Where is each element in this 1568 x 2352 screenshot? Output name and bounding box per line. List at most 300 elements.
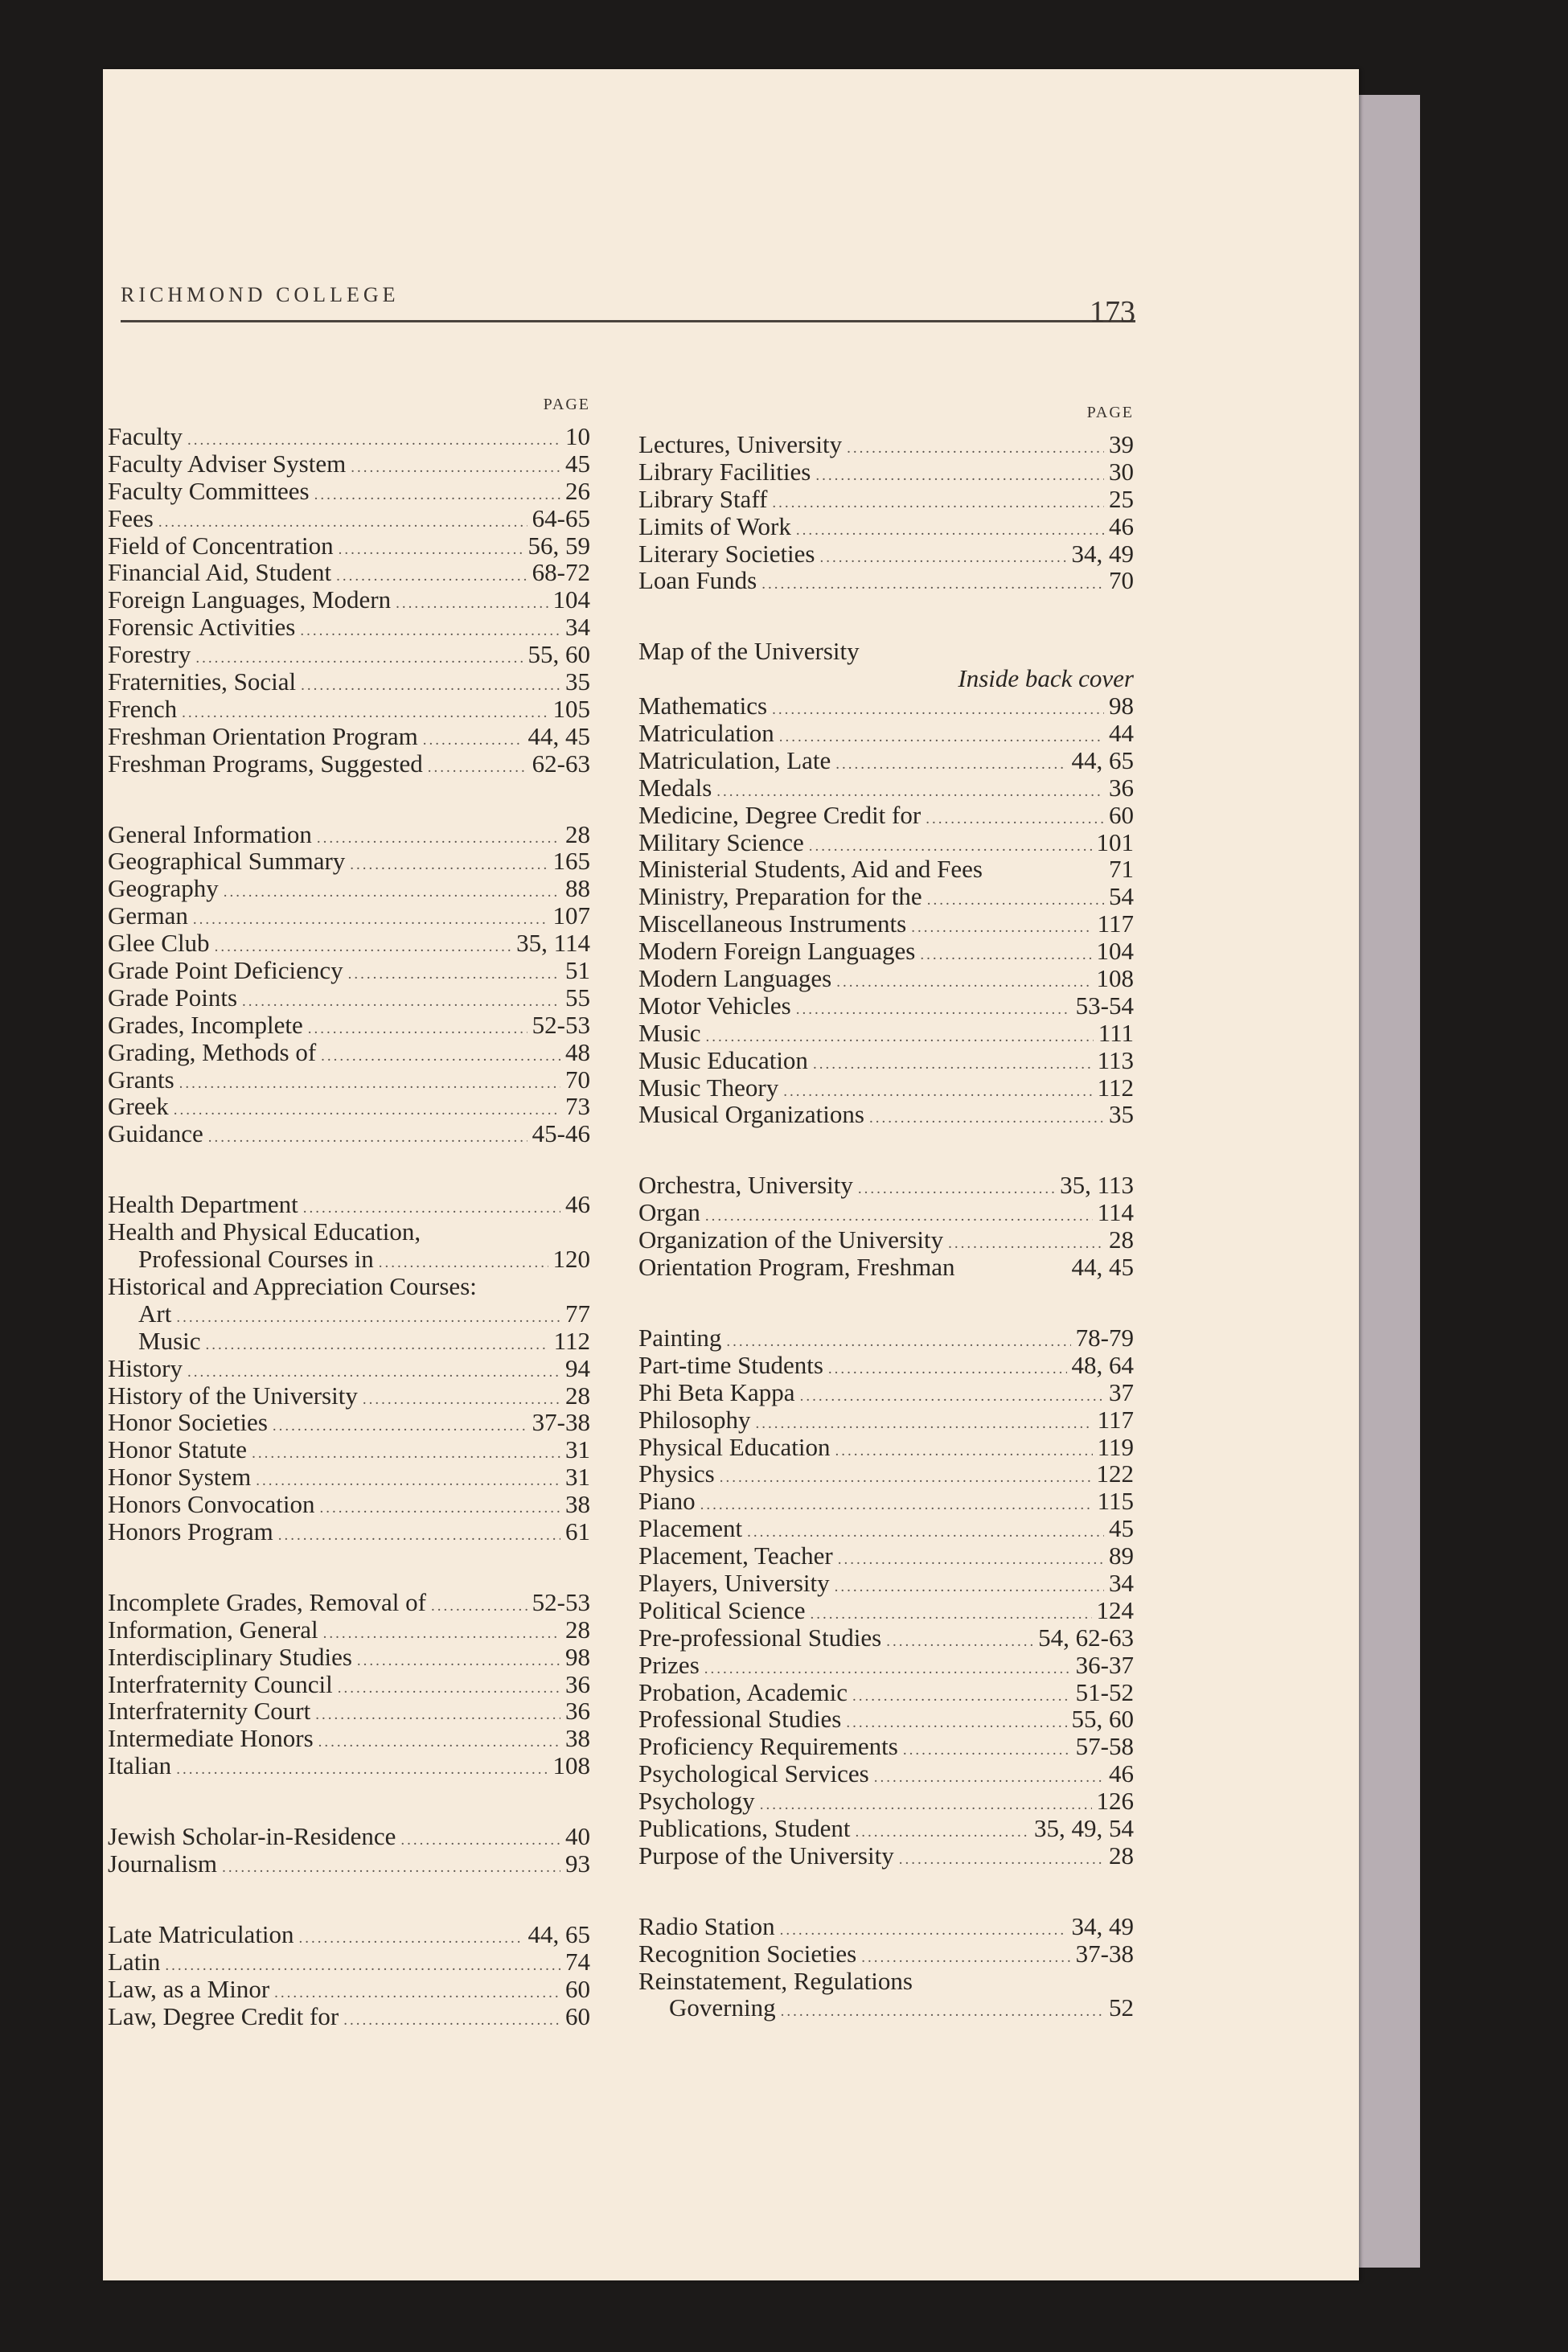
index-entry [108,1491,590,1518]
index-entry [108,848,590,875]
dot-leader [835,1438,1092,1465]
index-entry-label: Forensic Activities [108,613,296,642]
index-entry-pages: 44 [1109,719,1134,748]
dot-leader [720,1464,1092,1492]
index-entry [638,1913,1134,1940]
index-entry-label: Faculty Adviser System [108,449,347,478]
index-entry-label: Ministerial Students, Aid and Fees [638,855,983,884]
index-entry-label: Motor Vehicles [638,991,791,1020]
index-entry-label: History [108,1353,183,1382]
index-entry-pages: 28 [1109,1841,1134,1870]
dot-leader [348,961,560,988]
dot-leader [852,1683,1071,1710]
dot-leader [836,969,1091,996]
index-entry-pages: 77 [565,1299,590,1328]
index-entry-pages: 112 [1097,1073,1134,1102]
dot-leader [363,1386,560,1414]
index-entry [638,1679,1134,1706]
index-entry-pages: 64-65 [532,503,590,532]
index-entry-label: Ministry, Preparation for the [638,882,922,911]
index-groups [638,431,1134,2022]
index-entry [108,1589,590,1616]
index-entry-pages: 61 [565,1517,590,1545]
index-entry [108,875,590,902]
index-entry [108,1300,590,1328]
dot-leader [428,754,527,782]
index-entry [638,938,1134,965]
index-entry [108,1246,590,1273]
index-entry [638,1542,1134,1570]
index-entry [638,1515,1134,1542]
index-entry-pages: 37-38 [532,1408,590,1437]
index-entry [108,668,590,696]
index-entry [638,486,1134,513]
index-entry [638,540,1134,568]
index-entry [108,1850,590,1878]
page-column-label: PAGE [543,396,590,413]
index-entry [108,984,590,1012]
page-column-label: PAGE [1086,404,1134,421]
index-entry [108,450,590,478]
index-entry [638,1324,1134,1352]
index-entry [108,723,590,750]
index-entry-label: Matriculation [638,719,774,748]
dot-leader [899,1846,1104,1874]
index-entry-pages: 108 [1096,964,1134,993]
index-entry-label: Physical Education [638,1432,831,1461]
dot-leader [815,462,1104,490]
index-entry-pages: 35, 49, 54 [1034,1813,1134,1842]
index-entry-pages: 101 [1096,827,1134,856]
index-entry-label: Honor Statute [108,1435,248,1464]
dot-leader [920,942,1091,969]
index-entry-label: Prizes [638,1650,700,1679]
index-entry [638,1570,1134,1597]
index-entry-pages: 111 [1098,1018,1134,1047]
index-entry-pages: 34 [1109,1568,1134,1597]
index-entry-label: Field of Concentration [108,531,334,560]
index-entry-label: Organization of the University [638,1225,944,1254]
dot-leader [338,1675,560,1702]
index-entry-pages: 54, 62-63 [1038,1623,1134,1652]
index-entry-pages: 93 [565,1849,590,1878]
index-entry-pages: 94 [565,1353,590,1382]
index-entry [108,821,590,848]
index-entry [108,1671,590,1698]
index-entry-label: Professional Courses in [138,1245,374,1274]
index-entry-pages: 36 [1109,773,1134,802]
index-entry-pages: 28 [1109,1225,1134,1254]
index-entry [108,641,590,668]
dot-leader [273,1413,527,1440]
index-entry-pages: 60 [565,2001,590,2030]
dot-leader [339,536,523,564]
index-entry [638,1842,1134,1870]
index-entry-label: Interfraternity Council [108,1669,333,1698]
index-entry [108,1012,590,1039]
index-entry-label: Physics [638,1459,715,1488]
index-entry-pages: 45 [1109,1514,1134,1543]
dot-leader [835,751,1066,778]
index-entry-pages: 31 [565,1435,590,1464]
index-entry-label: Music Education [638,1045,808,1074]
index-entry-label: Latin [108,1947,161,1976]
index-entry-label: Journalism [108,1849,218,1878]
index-entry-pages: 105 [552,694,590,723]
index-entry-pages: 104 [1096,937,1134,966]
index-entry [638,1101,1134,1128]
index-entry-label: Political Science [638,1595,806,1624]
index-entry-pages: 71 [1109,855,1134,884]
index-entry [638,1488,1134,1515]
dot-leader [903,1737,1071,1764]
index-entry-label: Grade Point Deficiency [108,956,343,985]
running-header: RICHMOND COLLEGE [121,283,400,306]
index-entry-pages: 52-53 [532,1010,590,1039]
index-entry-label: Proficiency Requirements [638,1732,898,1761]
index-entry-pages: 165 [552,847,590,876]
dot-leader [400,1827,560,1854]
index-entry-pages: 44, 65 [1071,745,1134,774]
index-entry-pages: 98 [565,1642,590,1671]
dot-leader [300,618,560,645]
dot-leader [208,1124,527,1151]
index-entry [638,856,1134,883]
index-entry-label: Law, Degree Credit for [108,2001,339,2030]
index-entry-pages: 60 [1109,800,1134,829]
index-entry-label: Faculty [108,422,183,450]
index-entry-pages: 117 [1097,909,1134,938]
index-entry-pages: 44, 45 [1071,1253,1134,1282]
index-entry-pages: 70 [565,1065,590,1094]
dot-leader [886,1628,1033,1656]
index-entry-label: Honor Societies [108,1408,268,1437]
index-entry-label: Geographical Summary [108,847,346,876]
index-entry-pages: 37-38 [1075,1939,1134,1968]
index-entry-pages: 52-53 [532,1587,590,1616]
index-group [108,1921,590,2030]
index-entry-pages: 51-52 [1075,1677,1134,1706]
index-entry [638,1352,1134,1379]
index-entry [108,532,590,560]
index-entry-label: Faculty Committees [108,476,310,505]
index-entry-pages: 44, 65 [527,1919,590,1948]
index-entry-label: Grade Points [108,983,238,1012]
index-entry-label: Library Facilities [638,457,811,486]
index-entry [108,1921,590,1948]
index-entry-label: Modern Languages [638,964,832,993]
index-entry-label: Matriculation, Late [638,745,831,774]
index-entry [108,478,590,505]
index-entry [108,1328,590,1355]
index-entry [638,883,1134,910]
index-entry [108,1120,590,1147]
index-entry-label: Glee Club [108,929,210,958]
dot-leader [278,1522,560,1550]
index-entry-label: Honors Convocation [108,1490,315,1519]
dot-leader [314,482,560,509]
index-entry-pages: 28 [565,1381,590,1410]
index-group [638,638,1134,1128]
index-entry-pages: 98 [1109,692,1134,720]
index-entry [108,1752,590,1779]
dot-leader [222,1854,560,1882]
index-entry [638,1172,1134,1199]
index-entry-pages: 78-79 [1075,1323,1134,1352]
dot-leader [224,879,560,906]
index-entry-label: Governing [669,1993,776,2022]
index-entry [108,696,590,723]
index-entry [638,458,1134,486]
index-entry-label: Military Science [638,827,804,856]
dot-leader [319,1495,560,1522]
dot-leader [838,1546,1104,1574]
dot-leader [423,727,523,754]
index-entry-label: Music Theory [638,1073,779,1102]
index-entry-pages: 25 [1109,484,1134,513]
index-entry [638,1815,1134,1842]
index-entry-pages: 10 [565,422,590,450]
dot-leader [318,1729,560,1756]
index-entry-label: Orientation Program, Freshman [638,1253,955,1282]
dot-leader [911,914,1092,942]
index-entry-label: Part-time Students [638,1350,823,1379]
index-entry-label: Freshman Programs, Suggested [108,749,423,778]
index-entry-label: Placement [638,1514,743,1543]
index-entry-pages: 48 [565,1037,590,1066]
index-entry-label: Orchestra, University [638,1171,853,1200]
index-entry-pages: 44, 45 [527,721,590,750]
index-entry [638,747,1134,774]
index-entry-pages: 115 [1097,1487,1134,1516]
index-entry-pages: 120 [552,1245,590,1274]
index-entry [108,1616,590,1644]
index-entry [108,1066,590,1094]
index-entry-pages: 38 [565,1724,590,1753]
index-entry-pages: 28 [565,1615,590,1644]
index-group [108,1191,590,1545]
dot-leader [800,1383,1104,1410]
index-entry-label: Medals [638,773,712,802]
index-entry-pages: 119 [1097,1432,1134,1461]
index-entry-label: Grants [108,1065,174,1094]
index-entry [638,802,1134,829]
index-entry-label: Geography [108,874,219,903]
index-entry [108,957,590,984]
index-entry [638,774,1134,802]
index-entry-heading: Health and Physical Education, [108,1217,421,1246]
index-entry-pages: 35 [565,667,590,696]
index-entry-pages: 38 [565,1490,590,1519]
dot-leader [781,1998,1104,2026]
index-entry-label: Radio Station [638,1911,775,1940]
index-entry-label: Interdisciplinary Studies [108,1642,352,1671]
page-number: 173 [1090,295,1135,329]
index-entry-label: Miscellaneous Instruments [638,909,907,938]
index-entry-pages: 45 [565,449,590,478]
index-entry-pages: 60 [565,1974,590,2003]
index-note: Inside back cover [958,664,1134,693]
index-entry-label: Publications, Student [638,1813,851,1842]
dot-leader [431,1593,527,1620]
index-entry [638,1074,1134,1102]
index-entry [638,1379,1134,1406]
index-entry [638,513,1134,540]
index-entry-label: Piano [638,1487,696,1516]
dot-leader [315,1701,560,1729]
index-entry-label: French [108,694,178,723]
index-entry-label: Freshman Orientation Program [108,721,418,750]
index-entry-pages: 124 [1096,1595,1134,1624]
index-entry-pages: 126 [1096,1787,1134,1816]
index-entry [108,586,590,614]
dot-leader [176,1756,548,1783]
index-entry [638,1406,1134,1434]
index-entry [108,1039,590,1066]
index-entry-label: Limits of Work [638,511,791,540]
index-entry [638,992,1134,1020]
index-entry-pages: 52 [1109,1993,1134,2022]
index-entry-pages: 74 [565,1947,590,1976]
index-entry-label: Guidance [108,1119,203,1148]
index-entry-pages: 108 [552,1751,590,1780]
dot-leader [299,1925,523,1952]
index-entry-label: Professional Studies [638,1705,842,1734]
index-entry-pages: 56, 59 [527,531,590,560]
index-entry [638,1460,1134,1488]
index-group [638,431,1134,594]
index-entry-label: Honor System [108,1463,252,1492]
index-entry-heading: Map of the University [638,637,860,666]
index-entry-pages: 35 [1109,1100,1134,1129]
index-entry-label: Lectures, University [638,430,843,458]
index-entry-label: Law, as a Minor [108,1974,270,2003]
dot-leader [357,1648,560,1675]
dot-leader [796,517,1104,544]
index-entry-pages: 62-63 [532,749,590,778]
index-groups [108,423,590,2030]
dot-leader [323,1620,560,1648]
index-entry-label: Purpose of the University [638,1841,894,1870]
header-rule [121,320,1135,322]
index-entry-label: History of the University [108,1381,358,1410]
index-entry [108,1409,590,1436]
index-entry [638,1994,1134,2022]
index-entry-pages: 54 [1109,882,1134,911]
index-entry-label: Phi Beta Kappa [638,1377,795,1406]
index-entry-pages: 28 [565,819,590,848]
dot-leader [396,590,548,618]
dot-leader [176,1304,560,1332]
index-entry [638,1652,1134,1679]
index-entry [108,559,590,586]
index-entry-pages: 55 [565,983,590,1012]
index-entry [108,1644,590,1671]
index-entry [638,1788,1134,1815]
index-entry [638,1226,1134,1254]
index-entry-pages: 34, 49 [1071,1911,1134,1940]
index-page [103,69,1359,2280]
index-entry [108,2003,590,2030]
index-entry-label: Medicine, Degree Credit for [638,800,922,829]
dot-leader [858,1176,1055,1203]
index-entry [108,1093,590,1120]
index-entry [108,1976,590,2003]
dot-leader [874,1764,1104,1792]
index-entry-pages: 31 [565,1463,590,1492]
index-entry [638,965,1134,992]
index-entry [638,1254,1134,1281]
index-entry [108,750,590,778]
index-entry [638,1047,1134,1074]
index-entry-label: Greek [108,1092,169,1121]
index-entry [108,1725,590,1752]
index-entry-label: Jewish Scholar-in-Residence [108,1822,396,1851]
index-entry-label: Painting [638,1323,722,1352]
index-entry-label: Loan Funds [638,566,757,595]
dot-leader [813,1051,1093,1078]
index-entry-pages: 113 [1097,1045,1134,1074]
index-entry [108,1436,590,1463]
dot-leader [321,1043,560,1070]
dot-leader [772,696,1104,724]
index-entry-label: Recognition Societies [638,1939,857,1968]
index-entry-pages: 51 [565,956,590,985]
index-group [638,1324,1134,1870]
index-entry-label: German [108,901,188,930]
index-group [108,423,590,778]
index-entry-label: Grades, Incomplete [108,1010,303,1039]
index-entry-pages: 45-46 [532,1119,590,1148]
dot-leader [301,672,560,700]
index-entry-pages: 37 [1109,1377,1134,1406]
index-entry-pages: 112 [553,1326,590,1355]
index-entry-label: Incomplete Grades, Removal of [108,1587,426,1616]
index-entry-label: Intermediate Honors [108,1724,314,1753]
index-entry [108,930,590,957]
index-entry [638,1624,1134,1652]
index-entry-pages: 57-58 [1075,1732,1134,1761]
index-entry-pages: 35, 113 [1060,1171,1134,1200]
index-entry [108,614,590,641]
dot-leader [828,1356,1067,1383]
dot-leader [927,887,1104,914]
index-entry-label: Placement, Teacher [638,1541,833,1570]
index-entry [108,505,590,532]
index-entry-pages: 36-37 [1075,1650,1134,1679]
dot-leader [926,806,1104,833]
index-entry [638,720,1134,747]
dot-leader [317,825,560,852]
index-entry-label: Mathematics [638,692,768,720]
index-entry-label: Interfraternity Court [108,1697,311,1726]
dot-leader [847,435,1104,462]
index-entry [108,1948,590,1976]
index-entry-pages: 53-54 [1075,991,1134,1020]
dot-leader [351,454,560,482]
index-entry [638,1760,1134,1788]
dot-leader [796,996,1071,1024]
index-entry-label: Fees [108,503,154,532]
index-entry-pages: 88 [565,874,590,903]
index-entry-heading: Reinstatement, Regulations [638,1966,913,1995]
index-entry-pages: 104 [552,585,590,614]
index-entry-label: Health Department [108,1190,298,1219]
index-entry-pages: 48, 64 [1071,1350,1134,1379]
index-entry-label: Music [138,1326,201,1355]
index-entry-heading: Historical and Appreciation Courses: [108,1271,477,1300]
dot-leader [761,571,1104,598]
